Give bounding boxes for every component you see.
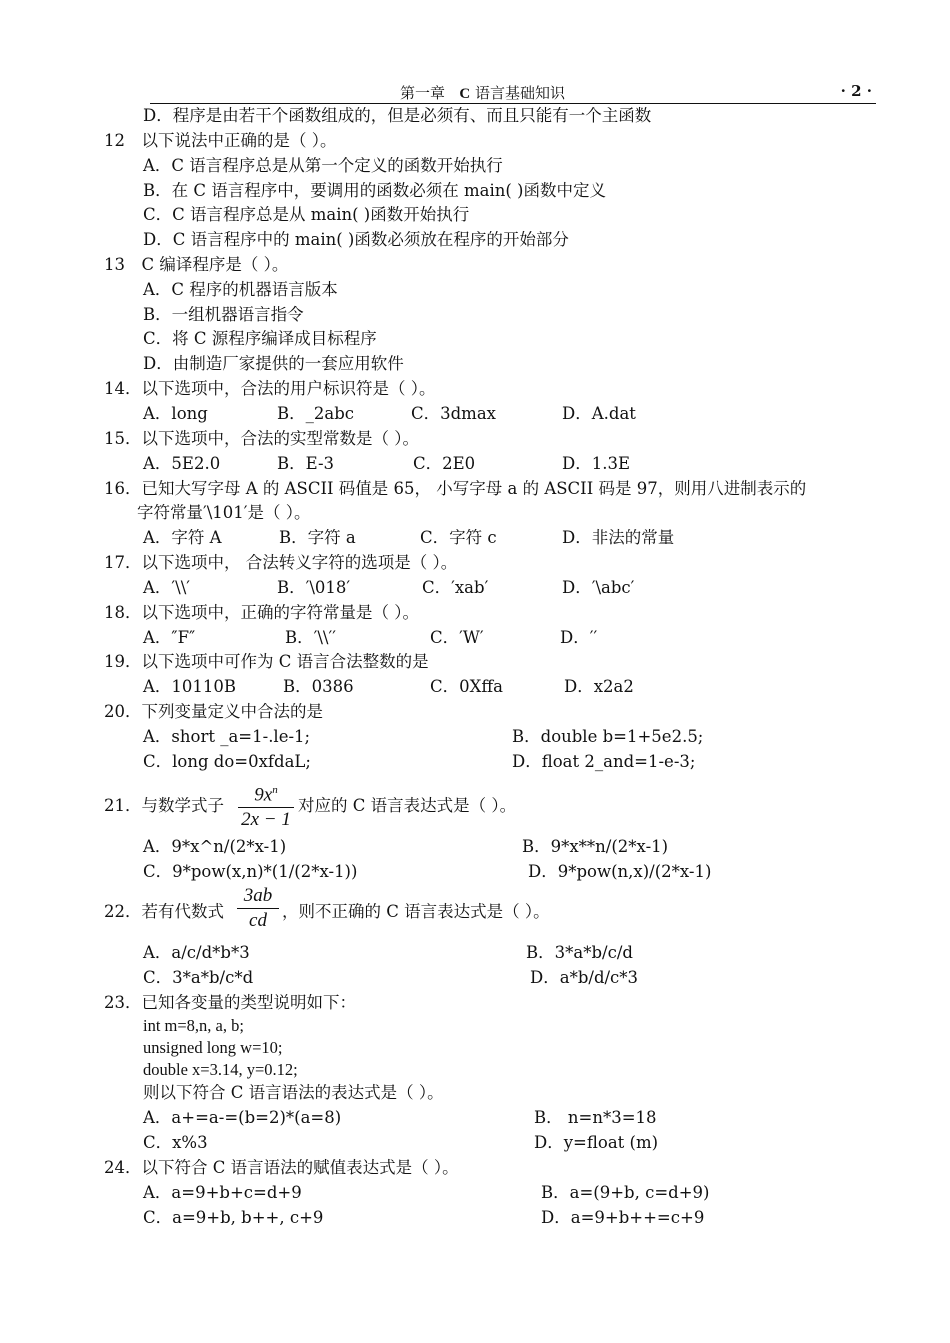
- q18-option-d: D．′′: [560, 628, 598, 647]
- q24-option-b: B．a=(9+b, c=d+9): [541, 1183, 710, 1202]
- q21-formula-denominator: 2x − 1: [241, 809, 291, 831]
- q23-code-line2: unsigned long w=10;: [143, 1038, 283, 1057]
- q15-option-d: D．1.3E: [562, 454, 631, 473]
- q21-fraction-bar: [238, 807, 294, 808]
- q14-option-c: C．3dmax: [411, 404, 496, 423]
- chapter-label: 第一章: [400, 84, 446, 102]
- q22-formula: [237, 885, 279, 932]
- q23-option-a: A．a+=a-=(b=2)*(a=8): [143, 1108, 342, 1127]
- q20-option-c: C．long do=0xfdaL;: [143, 752, 311, 771]
- q23-stem: 23．已知各变量的类型说明如下：: [104, 993, 356, 1012]
- q20-option-b: B．double b=1+5e2.5;: [512, 727, 704, 746]
- q17-stem: 17．以下选项中， 合法转义字符的选项是（ ）。: [104, 553, 458, 572]
- q16-stem-line1: 16．已知大写字母 A 的 ASCII 码值是 65， 小写字母 a 的 ASCII 码是 97，则用八进制表示的: [104, 479, 807, 498]
- q18-stem: 18．以下选项中，正确的字符常量是（ ）。: [104, 603, 419, 622]
- q14-option-b: B．_2abc: [277, 404, 355, 423]
- q23-option-c: C．x%3: [143, 1133, 208, 1152]
- q21-option-a: A．9*x^n/(2*x-1): [143, 837, 287, 856]
- q15-option-a: A．5E2.0: [143, 454, 221, 473]
- chapter-title: [400, 82, 565, 103]
- header-rule: [150, 103, 876, 104]
- q19-option-b: B．0386: [283, 677, 354, 696]
- q24-option-a: A．a=9+b+c=d+9: [143, 1183, 302, 1202]
- q16-stem-line2: 字符常量′\101′是（ ）。: [137, 503, 311, 522]
- q15-option-c: C．2E0: [413, 454, 476, 473]
- q23-option-d: D．y=float (m): [534, 1133, 659, 1152]
- q13-option-d: D．由制造厂家提供的一套应用软件: [143, 354, 404, 373]
- q16-option-a: A．字符 A: [143, 528, 222, 547]
- q19-option-a: A．10110B: [143, 677, 237, 696]
- q23-question: 则以下符合 C 语言语法的表达式是（ ）。: [143, 1083, 444, 1102]
- q18-option-b: B．′\\′′: [285, 628, 336, 647]
- q21-formula-numerator: $9x^n$: [254, 784, 278, 806]
- q21-option-b: B．9*x**n/(2*x-1): [522, 837, 669, 856]
- q20-option-a: A．short _a=1-.le-1;: [143, 727, 311, 746]
- q14-option-a: A．long: [143, 404, 208, 423]
- q12-option-b: B．在 C 语言程序中，要调用的函数必须在 main( )函数中定义: [143, 181, 606, 200]
- chapter-title-c: C: [459, 86, 471, 102]
- q19-stem: 19．以下选项中可作为 C 语言合法整数的是: [104, 652, 429, 671]
- q12-option-d: D．C 语言程序中的 main( )函数必须放在程序的开始部分: [143, 230, 569, 249]
- q16-option-b: B．字符 a: [279, 528, 356, 547]
- q16-option-d: D．非法的常量: [562, 528, 675, 547]
- q24-stem: 24．以下符合 C 语言语法的赋值表达式是（ ）。: [104, 1158, 459, 1177]
- q15-stem: 15．以下选项中，合法的实型常数是（ ）。: [104, 429, 419, 448]
- q13-option-c: C．将 C 源程序编译成目标程序: [143, 329, 377, 348]
- q23-option-b: B． n=n*3=18: [534, 1108, 657, 1127]
- q22-formula-numerator: 3ab: [243, 885, 273, 906]
- q13-stem: 13 C 编译程序是（ ）。: [104, 255, 289, 274]
- q22-stem-start: 22．若有代数式: [104, 902, 224, 921]
- q15-option-b: B．E-3: [277, 454, 335, 473]
- q12-option-a: A．C 语言程序总是从第一个定义的函数开始执行: [143, 156, 503, 175]
- q19-option-d: D．x2a2: [564, 677, 634, 696]
- q17-option-d: D．′\abc′: [562, 578, 635, 597]
- page-header: [150, 82, 876, 102]
- q12-stem: 12 以下说法中正确的是（ ）。: [104, 131, 337, 150]
- q21-stem-end: 对应的 C 语言表达式是（ ）。: [298, 796, 517, 815]
- q11-option-d: D．程序是由若干个函数组成的，但是必须有、而且只能有一个主函数: [143, 106, 652, 125]
- q22-stem-end: ，则不正确的 C 语言表达式是（ ）。: [282, 902, 550, 921]
- q24-option-d: D．a=9+b++=c+9: [541, 1208, 705, 1227]
- q17-option-b: B．′\018′: [277, 578, 351, 597]
- q23-code-line3: double x=3.14, y=0.12;: [143, 1060, 298, 1079]
- q22-option-a: A．a/c/d*b*3: [143, 943, 250, 962]
- q14-option-d: D．A.dat: [562, 404, 636, 423]
- q22-option-d: D．a*b/d/c*3: [530, 968, 639, 987]
- q21-formula: [238, 779, 294, 831]
- q20-option-d: D．float 2_and=1-e-3;: [512, 752, 696, 771]
- q22-option-c: C．3*a*b/c*d: [143, 968, 254, 987]
- chapter-title-rest: 语言基础知识: [470, 84, 565, 102]
- q18-option-a: A．″F″: [143, 628, 196, 647]
- q12-option-c: C．C 语言程序总是从 main( )函数开始执行: [143, 205, 470, 224]
- q17-option-c: C．′xab′: [422, 578, 489, 597]
- q22-fraction-bar: [237, 908, 279, 909]
- q13-option-b: B．一组机器语言指令: [143, 305, 304, 324]
- q24-option-c: C．a=9+b, b++, c+9: [143, 1208, 324, 1227]
- q19-option-c: C．0Xffa: [430, 677, 503, 696]
- q13-option-a: A．C 程序的机器语言版本: [143, 280, 338, 299]
- q23-code-line1: int m=8,n, a, b;: [143, 1016, 244, 1035]
- page-number: · 2 ·: [840, 82, 872, 100]
- q17-option-a: A．′\\′: [143, 578, 191, 597]
- q21-option-c: C．9*pow(x,n)*(1/(2*x-1)): [143, 862, 358, 881]
- q16-option-c: C．字符 c: [420, 528, 497, 547]
- q18-option-c: C．′W′: [430, 628, 484, 647]
- q22-option-b: B．3*a*b/c/d: [526, 943, 633, 962]
- q21-stem-start: 21．与数学式子: [104, 796, 224, 815]
- q20-stem: 20．下列变量定义中合法的是: [104, 702, 323, 721]
- q22-formula-denominator: cd: [249, 910, 267, 931]
- q14-stem: 14．以下选项中，合法的用户标识符是（ ）。: [104, 379, 436, 398]
- q21-option-d: D．9*pow(n,x)/(2*x-1): [528, 862, 712, 881]
